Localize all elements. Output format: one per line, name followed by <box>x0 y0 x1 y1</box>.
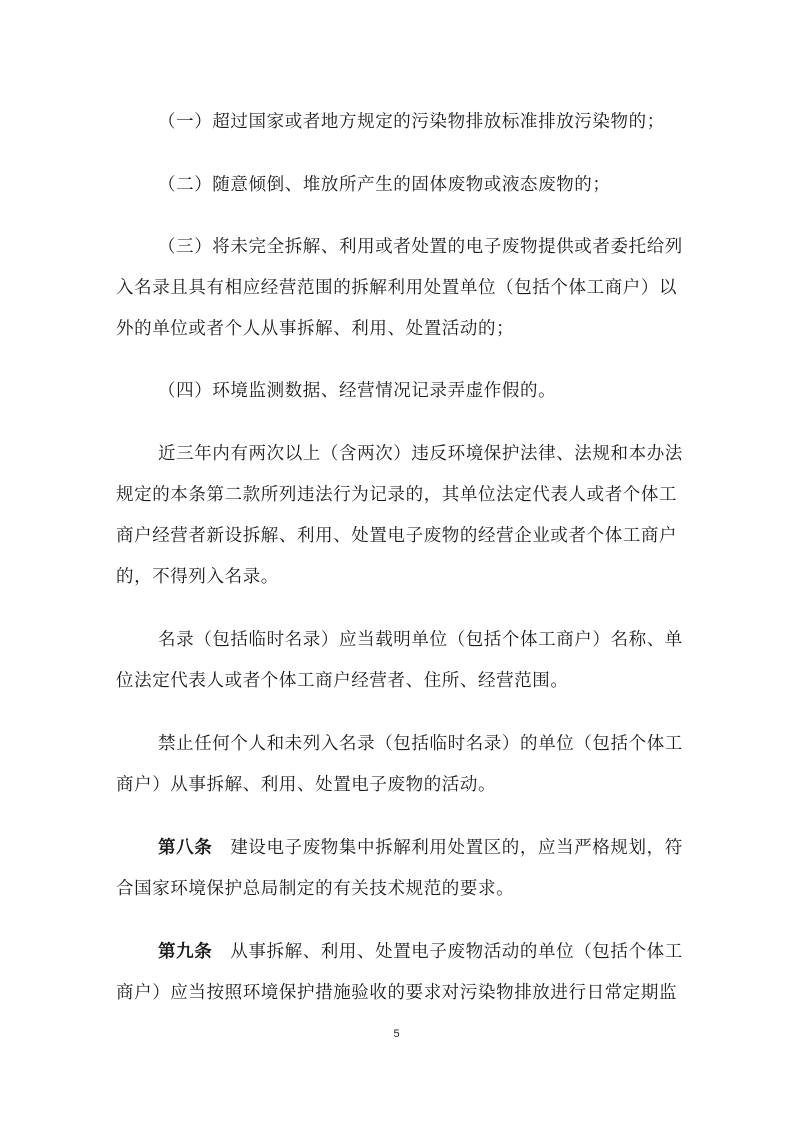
paragraph-line: （三）将未完全拆解、利用或者处置的电子废物提供或者委托给列 <box>158 237 683 257</box>
paragraph-line: 禁止任何个人和未列入名录（包括临时名录）的单位（包括个体工 <box>158 734 683 754</box>
paragraph-line: （一）超过国家或者地方规定的污染物排放标准排放污染物的； <box>158 112 665 132</box>
paragraph-line: （四）环境监测数据、经营情况记录弄虚作假的。 <box>158 381 557 401</box>
article-number: 第八条 <box>158 838 213 858</box>
paragraph-line: 入名录且具有相应经营范围的拆解利用处置单位（包括个体工商户）以 <box>116 278 678 298</box>
paragraph-line: 外的单位或者个人从事拆解、利用、处置活动的； <box>116 319 515 339</box>
article-number: 第九条 <box>158 942 213 962</box>
article-paragraph-line <box>158 837 728 859</box>
paragraph-line: 位法定代表人或者个体工商户经营者、住所、经营范围。 <box>116 671 569 691</box>
paragraph-line: 商户）应当按照环境保护措施验收的要求对污染物排放进行日常定期监 <box>116 983 678 1003</box>
paragraph-line: （二）随意倾倒、堆放所产生的固体废物或液态废物的； <box>158 175 611 195</box>
paragraph-line: 的，不得列入名录。 <box>116 567 279 587</box>
paragraph-text: 建设电子废物集中拆解利用处置区的，应当严格规划，符 <box>230 838 683 858</box>
paragraph-line: 商户）从事拆解、利用、处置电子废物的活动。 <box>116 775 497 795</box>
paragraph-line: 规定的本条第二款所列违法行为记录的，其单位法定代表人或者个体工 <box>116 485 678 505</box>
paragraph-line: 合国家环境保护总局制定的有关技术规范的要求。 <box>116 879 515 899</box>
paragraph-line: 近三年内有两次以上（含两次）违反环境保护法律、法规和本办法 <box>158 444 683 464</box>
paragraph-line: 名录（包括临时名录）应当载明单位（包括个体工商户）名称、单 <box>158 630 683 650</box>
paragraph-text: 从事拆解、利用、处置电子废物活动的单位（包括个体工 <box>230 942 683 962</box>
article-paragraph-line <box>158 941 728 963</box>
page-number: 5 <box>393 1028 400 1040</box>
paragraph-line: 商户经营者新设拆解、利用、处置电子废物的经营企业或者个体工商户 <box>116 526 678 546</box>
